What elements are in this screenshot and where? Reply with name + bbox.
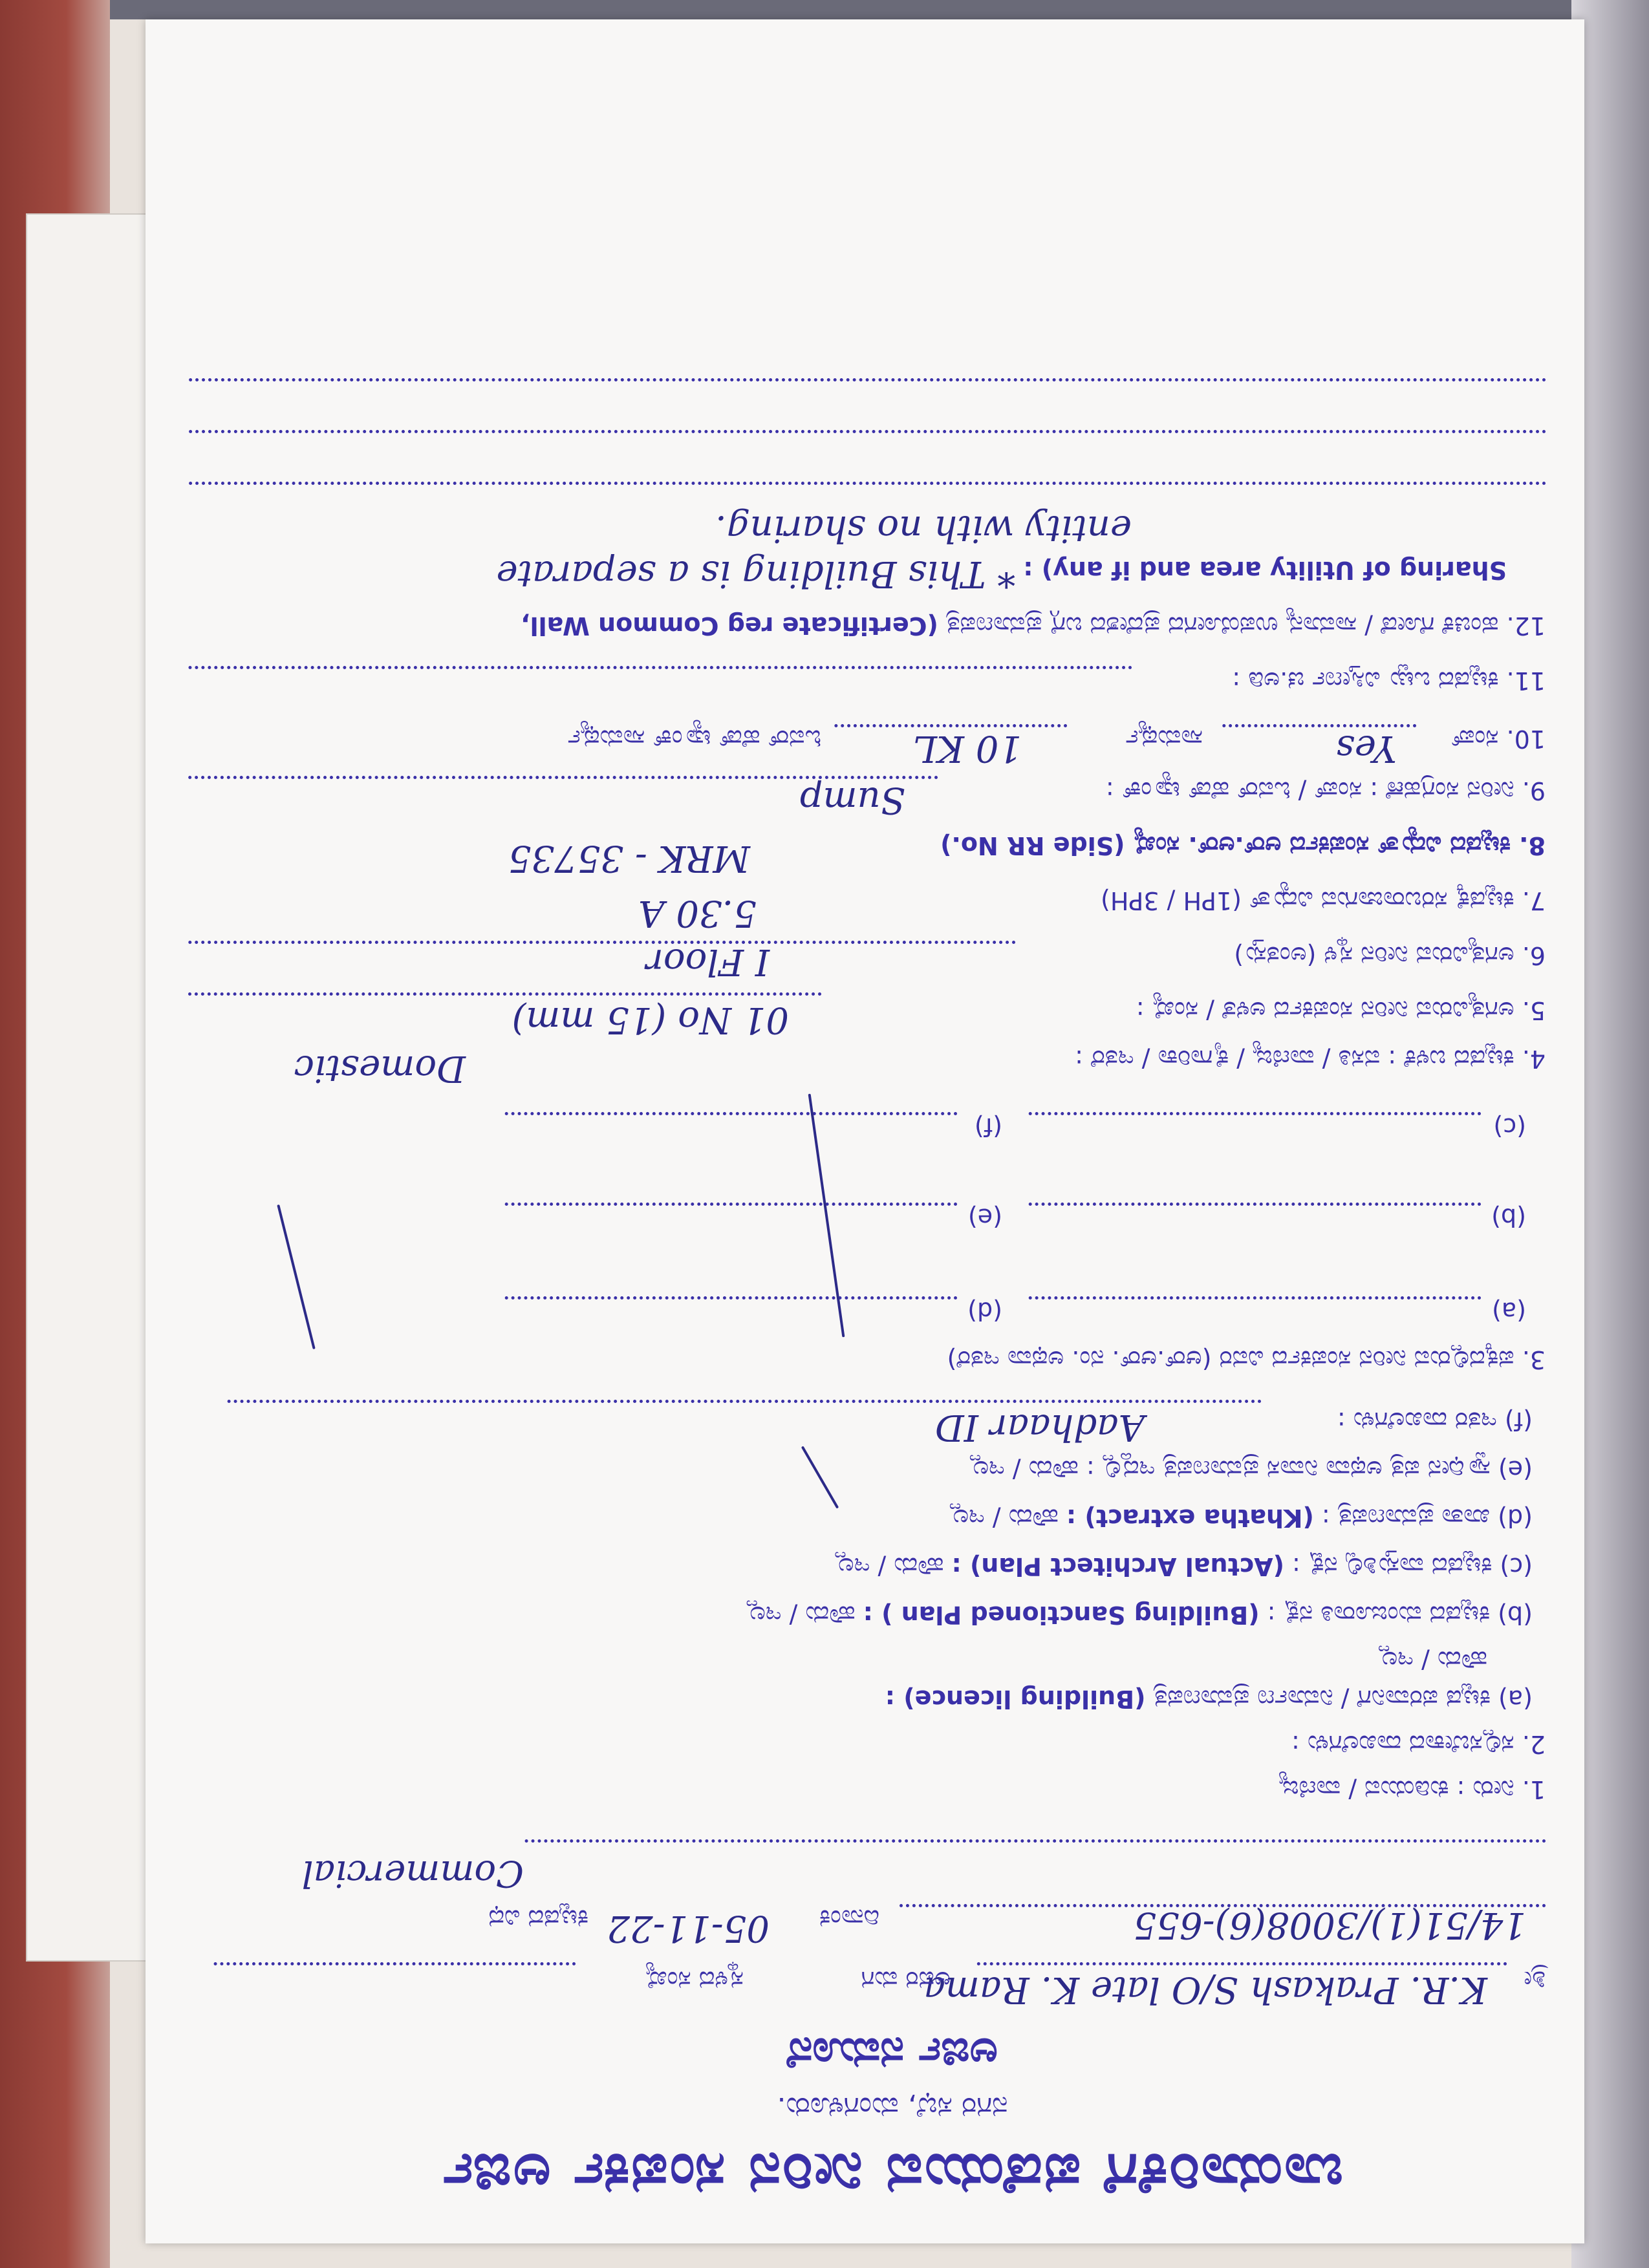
item-8-value: MRK - 35735 [508, 837, 750, 879]
doc-b-text: (b) ಕಟ್ಟಡದ ಮಂಜೂರಾತಿ ನಕ್ಷೆ : [1267, 1601, 1533, 1629]
doc-c-bold: (Actual Architect Plan) : [951, 1552, 1284, 1581]
doc-f-value: Aadhaar ID [934, 1406, 1145, 1448]
doc-a-text: (a) ಕಟ್ಟಡ ಪರವಾನಿಗೆ / ನಿರ್ಮಾಣ ಪ್ರಮಾಣಪತ್ರ [1153, 1685, 1533, 1713]
doc-f-dotted-line [226, 1400, 1261, 1403]
item-6: 6. ಅಗತ್ಯವಿರುವ ನೀರಿನ ಸ್ಥಳ (ಅಂತಸ್ತು) [1234, 941, 1546, 970]
doc-a [885, 1684, 1533, 1713]
underlying-sheet [26, 213, 164, 1962]
father-label: ಅವರ ಮಗ [861, 1966, 951, 1995]
doc-d-bold: (Khatha extract) : [1066, 1504, 1314, 1532]
item-12-value-2: entity with no sharing. [715, 508, 1132, 550]
item-11-dotted-line [188, 666, 1132, 669]
item-8-text: 8. ಕಟ್ಟಡದ ವಿದ್ಯುತ್ ಸಂಪರ್ಕದ ಆರ್.ಆರ್. ಸಂಖ್ಯೆ (Side RR No.) [940, 831, 1546, 860]
item-3-e: (e) [967, 1203, 1002, 1232]
extra-dotted-line-3 [188, 378, 1546, 381]
item-5-dotted-line [188, 992, 821, 996]
item-3-f: (f) [974, 1113, 1002, 1141]
item-1: 1. ನೀರು : ಕುಡಿಯುವ / ವಾಣಿಜ್ಯ [1278, 1775, 1546, 1804]
extra-dotted-line-2 [188, 430, 1546, 433]
doc-e [970, 1455, 1533, 1484]
doc-a-options: ಹೌದು / ಇಲ್ಲ [1379, 1646, 1487, 1674]
item-10-mid: ಸಾಮರ್ಥ್ಯ [1125, 725, 1203, 753]
building-type-label: ಕಟ್ಟಡದ ವಿಧ [488, 1905, 588, 1933]
doc-e-text: (e) ಸ್ವಾಧೀನ ಪತ್ರ ಅಥವಾ ನಿವಾಸ ಪ್ರಮಾಣಪತ್ರ ಇದ್ದಲ್ಲಿ : [1086, 1455, 1533, 1484]
item-6-dotted-line [188, 941, 1015, 944]
doc-e-options: ಹೌದು / ಇಲ್ಲ [969, 1455, 1079, 1484]
item-3-a-line [1028, 1296, 1481, 1300]
form-content-upside-down [146, 19, 1584, 2243]
item-6-value: I Floor [646, 941, 770, 983]
applicant-label: ಶ್ರೀ [1524, 1966, 1546, 1995]
item-10-label: 10. ಸಂಪ್ [1450, 725, 1546, 753]
item-10-value-2: 10 KL [912, 727, 1022, 769]
item-12-text: 12. ಹಂಚಿಕೆ ಗೋಡೆ / ಸಾಮಾನ್ಯ ಉಪಯೋಗದ ಪ್ರದೇಶದ ಬಗ್ಗೆ ಪ್ರಮಾಣಪತ್ರ [945, 612, 1546, 640]
item-3-c: (c) [1493, 1113, 1526, 1141]
form-subtitle: ನಗರ ಸಭೆ, ಮಂಗಳೂರು. [777, 2091, 1008, 2124]
location-dotted-line [213, 1962, 576, 1965]
item-3-d: (d) [967, 1297, 1002, 1325]
location-label: ಸ್ಥಳದ ಸಂಖ್ಯೆ [645, 1966, 744, 1995]
item-4: 4. ಕಟ್ಟಡದ ಬಳಕೆ : ವಸತಿ / ವಾಣಿಜ್ಯ / ಕೈಗಾರಿಕಾ / ಇತರೆ : [1075, 1045, 1546, 1073]
extra-dotted-line-1 [188, 482, 1546, 485]
form-title: ಬಾಯಾರಿಕೆಗೆ ಪಡೆಯುವ ನೀರಿನ ಸಂಪರ್ಕ ಅರ್ಜಿ [441, 2141, 1344, 2208]
applicant-dotted-line [976, 1962, 1507, 1965]
building-type-dotted-line [524, 1839, 1546, 1843]
item-10-end: ಓವರ್ ಹೆಡ್ ಟ್ಯಾಂಕ್ ಸಾಮರ್ಥ್ಯ [568, 725, 821, 753]
item-12 [521, 611, 1546, 640]
doc-b-bold: (Building Sanctioned Plan ) : [863, 1601, 1260, 1629]
item-10-value: Yes [1336, 727, 1397, 769]
doc-c-options: ಹೌದು / ಇಲ್ಲ [835, 1552, 944, 1581]
item-4-value: Domestic [294, 1047, 466, 1089]
item-7-text: 7. ಕಟ್ಟಡಕ್ಕೆ ಸರಬರಾಜಾಗುವ ವಿದ್ಯುತ್ (1PH / 3PH) [1101, 886, 1546, 915]
item-7-value: 5.30 A [638, 892, 757, 934]
date-label: ದಿನಾಂಕ [819, 1905, 879, 1933]
item-12-value: * This Building is a separate [496, 553, 1016, 595]
item-3-c-line [1028, 1112, 1481, 1115]
item-3-b: (b) [1491, 1203, 1526, 1232]
item-3-b-line [1028, 1203, 1481, 1206]
item-7 [1101, 886, 1546, 915]
door-number: 14/51(1)/3008(6)-655 [1133, 1904, 1526, 1946]
doc-d-options: ಹೌದು / ಇಲ್ಲ [949, 1504, 1059, 1532]
form-page [146, 19, 1584, 2243]
item-12-bold-2: Sharing of Utility area and if any) : [1023, 556, 1507, 584]
item-12-line-2 [497, 553, 1507, 595]
item-3: 3. ಪಕ್ಕದಲ್ಲಿರುವ ನೀರಿನ ಸಂಪರ್ಕದ ವಿವರ (ಆರ್.ಆರ್. ನಂ. ಅಥವಾ ಇತರೆ) [947, 1345, 1546, 1374]
item-3-e-line [504, 1203, 957, 1206]
item-11: 11. ಕಟ್ಟಡದ ಒಟ್ಟು ವಿಸ್ತೀರ್ಣ ಚ.ಅಡಿ : [1232, 667, 1546, 695]
item-3-strike-line-1 [808, 1094, 845, 1338]
doc-d-text: (d) ಖಾತಾ ಪ್ರಮಾಣಪತ್ರ : [1321, 1504, 1533, 1532]
item-9: 9. ನೀರಿನ ಸಂಗ್ರಹಣೆ : ಸಂಪ್ / ಓವರ್ ಹೆಡ್ ಟ್ಯಾಂಕ್ : [1106, 776, 1546, 805]
doc-c-text: (c) ಕಟ್ಟಡದ ವಾಸ್ತುಶಿಲ್ಪಿ ನಕ್ಷೆ : [1292, 1552, 1533, 1581]
doc-a-bold: (Building licence) : [885, 1685, 1146, 1713]
item-5: 5. ಅಗತ್ಯವಿರುವ ನೀರಿನ ಸಂಪರ್ಕದ ಅಳತೆ / ಸಂಖ್ಯೆ : [1136, 996, 1546, 1025]
item-3-d-line [504, 1296, 957, 1300]
doc-d [950, 1503, 1533, 1532]
doc-f: (f) ಇತರ ದಾಖಲೆಗಳು : [1337, 1407, 1533, 1435]
scan-top-edge [0, 0, 1649, 19]
item-5-value: 01 No (15 mm) [512, 999, 789, 1041]
doc-c [835, 1552, 1533, 1581]
doc-b [747, 1600, 1533, 1629]
item-3-f-line [504, 1112, 957, 1115]
form-heading: ಅರ್ಜಿ ನಮೂನೆ [787, 2029, 998, 2079]
building-type-value: Commercial [301, 1852, 524, 1894]
doc-b-options: ಹೌದು / ಇಲ್ಲ [746, 1601, 856, 1629]
item-3-strike-line-2 [277, 1204, 316, 1349]
applicant-name: K.R. Prakash S/O late K. Rama [923, 1969, 1487, 2011]
date-value: 05-11-22 [607, 1907, 770, 1949]
item-3-a: (a) [1492, 1297, 1526, 1325]
doc-e-tick-mark [801, 1446, 839, 1508]
item-9-value: Sump [799, 779, 905, 821]
item-2: 2. ಸಲ್ಲಿಸಬೇಕಾದ ದಾಖಲೆಗಳು : [1291, 1730, 1546, 1759]
item-8 [940, 831, 1546, 860]
item-12-bold: (Certificate reg Common Wall, [521, 612, 938, 640]
